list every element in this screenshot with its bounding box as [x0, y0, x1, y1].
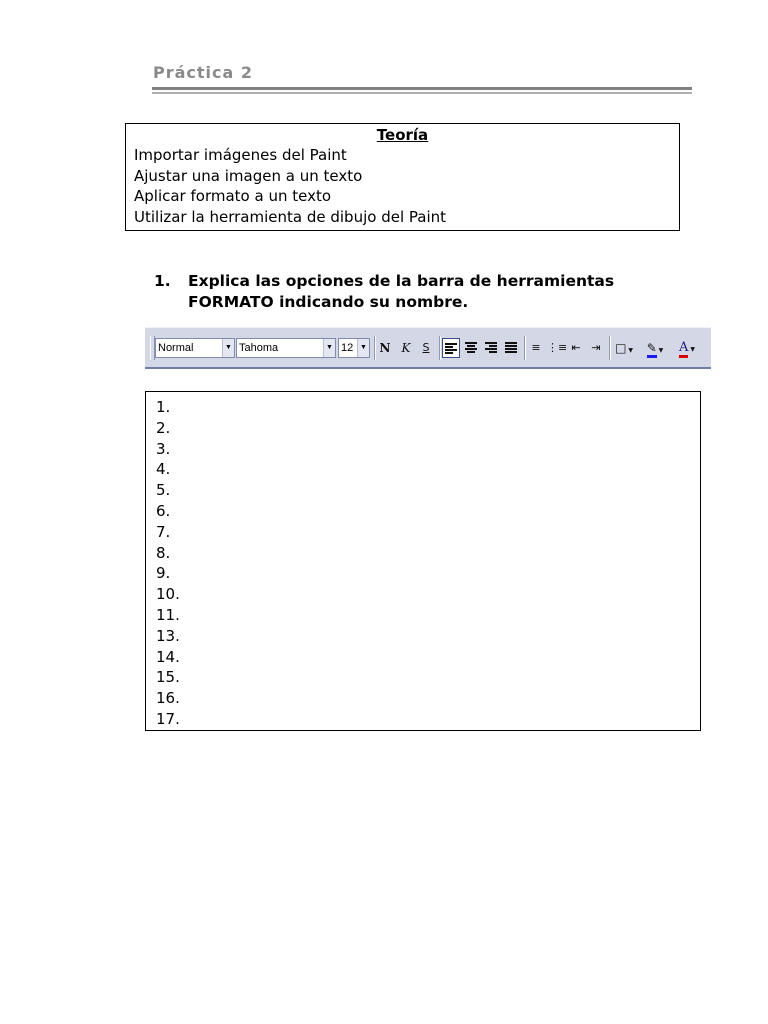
list-item: 14. [156, 647, 180, 666]
decrease-indent-button[interactable] [567, 338, 585, 358]
page-title: Práctica 2 [153, 63, 254, 82]
toolbar-separator [439, 336, 441, 360]
chevron-down-icon[interactable]: ▼ [222, 339, 234, 357]
align-center-button[interactable] [462, 338, 480, 358]
font-combo[interactable] [236, 338, 336, 358]
list-item: 7. [156, 522, 171, 541]
borders-button[interactable] [612, 338, 636, 358]
font-color-icon: A [679, 340, 688, 358]
chevron-down-icon[interactable]: ▼ [323, 339, 335, 357]
list-item: 16. [156, 689, 180, 708]
size-combo[interactable] [338, 338, 370, 358]
toolbar-separator [609, 336, 611, 360]
align-center-icon [465, 342, 477, 354]
chevron-down-icon: ▼ [688, 346, 695, 353]
numbered-list-button[interactable] [527, 338, 545, 358]
theory-item: Importar imágenes del Paint [134, 146, 347, 164]
question-number: 1. [154, 272, 171, 290]
theory-title: Teoría [376, 126, 429, 144]
list-item: 2. [156, 418, 171, 437]
underline-button[interactable]: S [422, 341, 430, 354]
list-item: 8. [156, 543, 171, 562]
chevron-down-icon: ▼ [656, 347, 664, 354]
theory-item: Aplicar formato a un texto [134, 187, 332, 205]
list-item: 13. [156, 626, 180, 645]
bullet-list-button[interactable] [547, 338, 568, 358]
increase-indent-button[interactable] [587, 338, 605, 358]
format-toolbar [145, 327, 711, 369]
theory-item: Utilizar la herramienta de dibujo del Paint [134, 207, 446, 226]
align-right-icon [485, 342, 497, 354]
answer-box [145, 391, 701, 731]
list-item: 11. [156, 605, 180, 624]
style-value: Normal [158, 342, 194, 354]
highlighter-icon: ✎ [647, 341, 657, 358]
list-item: 1. [156, 398, 171, 416]
header-rule [152, 87, 692, 95]
align-left-icon [445, 343, 457, 355]
list-item: 3. [156, 439, 171, 458]
list-item: 10. [156, 585, 180, 604]
font-color-button[interactable] [673, 338, 701, 358]
align-right-button[interactable] [482, 338, 500, 358]
bullet-list-icon: ⋮≡ [547, 341, 568, 354]
bold-button[interactable]: N [379, 341, 391, 355]
list-item: 5. [156, 481, 171, 500]
chevron-down-icon: ▼ [626, 347, 633, 354]
theory-box [125, 123, 680, 231]
list-item: 17. [156, 709, 180, 728]
italic-button[interactable]: K [401, 341, 411, 355]
increase-indent-icon: ⇥ [591, 341, 601, 354]
decrease-indent-icon: ⇤ [571, 341, 581, 354]
list-item: 9. [156, 564, 171, 583]
style-combo[interactable] [155, 338, 235, 358]
list-item: 15. [156, 668, 180, 687]
size-value: 12 [341, 342, 354, 354]
question-line-1: Explica las opciones de la barra de herramientas [188, 272, 615, 290]
align-left-button[interactable] [442, 338, 460, 358]
toolbar-separator [524, 336, 526, 360]
list-item: 6. [156, 501, 171, 520]
chevron-down-icon[interactable]: ▼ [357, 339, 369, 357]
highlight-button[interactable] [641, 338, 669, 358]
font-value: Tahoma [239, 342, 279, 354]
question-line-2: FORMATO indicando su nombre. [188, 293, 469, 311]
numbered-list-icon: ≡ [531, 341, 541, 354]
theory-item: Ajustar una imagen a un texto [134, 166, 363, 185]
border-icon: □ [615, 341, 627, 355]
list-item: 4. [156, 460, 171, 479]
justify-button[interactable] [502, 338, 520, 358]
justify-icon [505, 342, 517, 354]
question [154, 271, 614, 313]
